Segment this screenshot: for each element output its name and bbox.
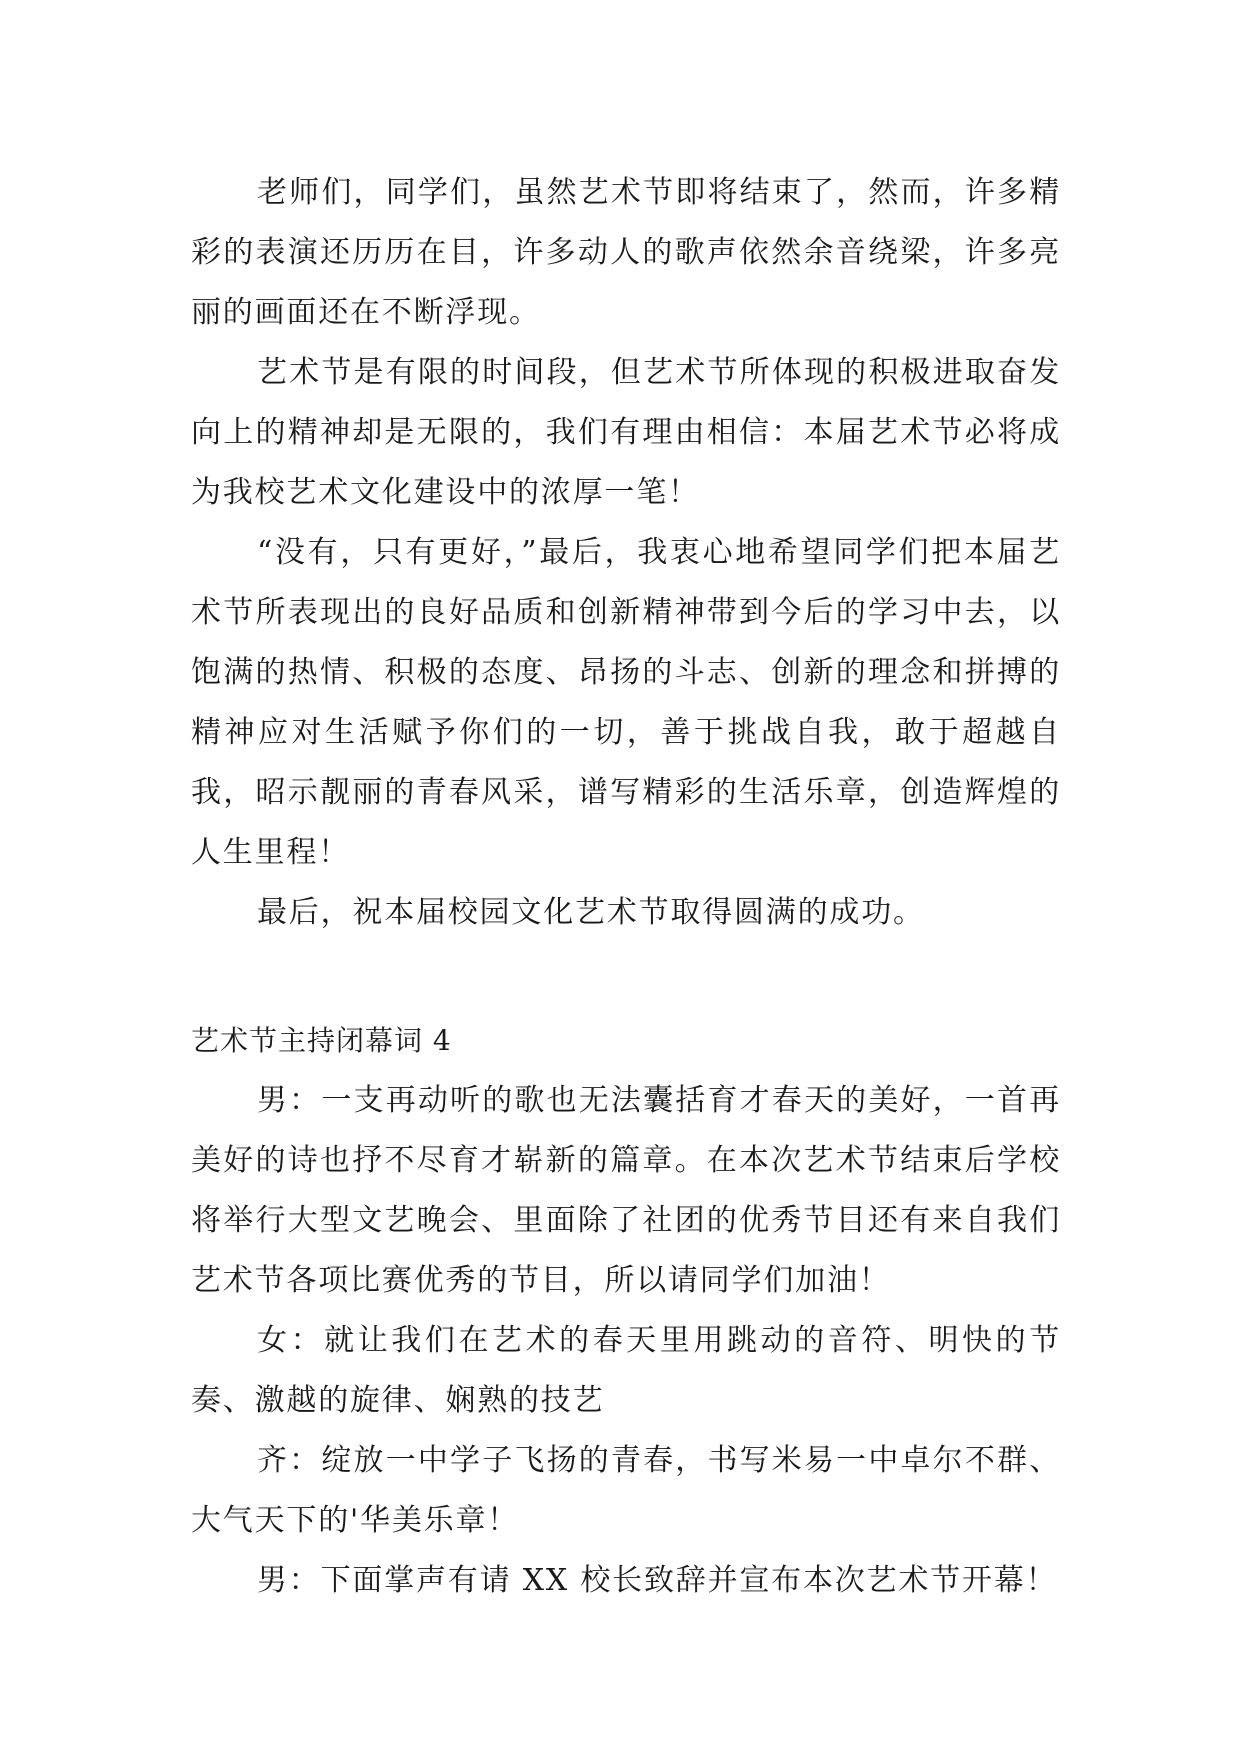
paragraph-wish-success: 最后，祝本届校园文化艺术节取得圆满的成功。: [257, 895, 925, 930]
paragraph-festival-spirit: 艺术节是有限的时间段，但艺术节所体现的积极进取奋发向上的精神却是无限的，我们有理由相信：本届艺术节必将成为我校艺术文化建设中的浓厚一笔！: [191, 355, 1061, 510]
paragraph-male-host-1: 男：一支再动听的歌也无法囊括育才春天的美好，一首再美好的诗也抒不尽育才崭新的篇章。在本次艺术节结束后学校将举行大型文艺晚会、里面除了社团的优秀节目还有来自我们艺术节各项比赛优秀的节目，所以请同学们加油！: [191, 1083, 1061, 1298]
paragraph-male-host-2: 男：下面掌声有请 XX 校长致辞并宣布本次艺术节开幕！: [257, 1563, 1058, 1598]
paragraph-female-host: 女：就让我们在艺术的春天里用跳动的音符、明快的节奏、激越的旋律、娴熟的技艺: [191, 1323, 1061, 1418]
paragraph-hopes-for-students: “没有，只有更好，”最后，我衷心地希望同学们把本届艺术节所表现出的良好品质和创新精神带到今后的学习中去，以饱满的热情、积极的态度、昂扬的斗志、创新的理念和拼搏的精神应对生活赋予你们的一切，善于挑战自我，敢于超越自我，昭示靓丽的青春风采，谱写精彩的生活乐章，创造辉煌的人生里程！: [191, 535, 1061, 870]
paragraph-together: 齐：绽放一中学子飞扬的青春，书写米易一中卓尔不群、大气天下的'华美乐章！: [191, 1443, 1061, 1538]
section-heading: 艺术节主持闭幕词 4: [191, 1024, 452, 1057]
section-gap: [191, 943, 1061, 1011]
paragraph-closing-remarks: 老师们，同学们，虽然艺术节即将结束了，然而，许多精彩的表演还历历在目，许多动人的歌声依然余音绕梁，许多亮丽的画面还在不断浮现。: [191, 175, 1061, 330]
document-body: [191, 163, 1061, 1611]
